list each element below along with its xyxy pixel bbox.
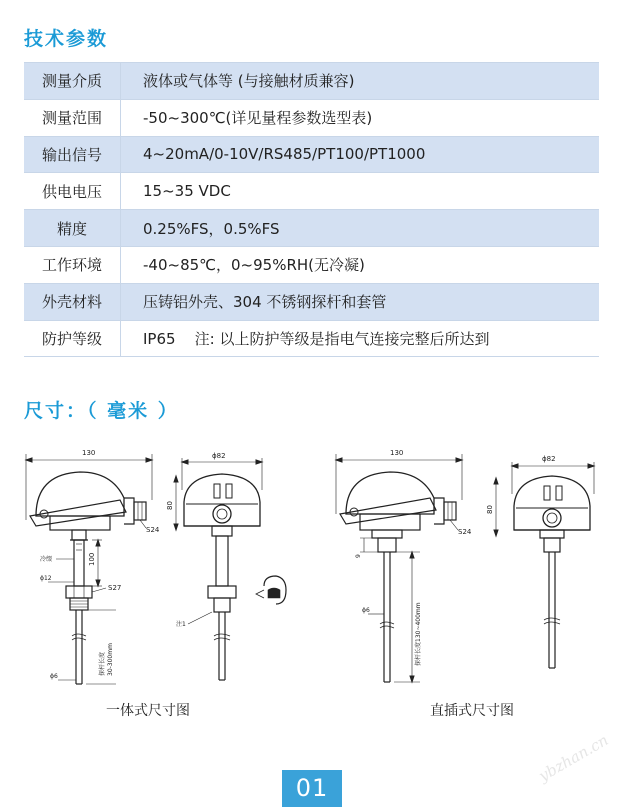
dim-width-label-2: 130 — [390, 449, 404, 457]
spec-label: 精度 — [24, 210, 121, 247]
page-number: 01 — [282, 770, 342, 807]
spec-row — [24, 173, 599, 210]
spec-row — [24, 246, 599, 283]
dia6-label: ϕ6 — [50, 673, 58, 680]
spec-row — [24, 99, 599, 136]
cooling-label: 冷缀 — [40, 556, 53, 563]
spec-label: 防护等级 — [24, 320, 121, 357]
spec-label: 外壳材料 — [24, 283, 121, 320]
watermark: ybzhan.cn — [535, 730, 612, 786]
probe-length-label: 探杆长度 — [99, 651, 106, 676]
dim-height-label: 80 — [166, 501, 174, 510]
dia12-label: ϕ12 — [40, 575, 52, 582]
spec-value: 15~35 VDC — [121, 173, 600, 210]
spec-value: 压铸铝外壳、304 不锈钢探杆和套管 — [121, 283, 600, 320]
spec-section-title: 技术参数 — [24, 28, 109, 50]
spec-value: 4~20mA/0-10V/RS485/PT100/PT1000 — [121, 136, 600, 173]
spec-label: 输出信号 — [24, 136, 121, 173]
spec-value: 液体或气体等 (与接触材质兼容) — [121, 63, 600, 100]
spec-table — [24, 62, 599, 357]
side-dia-label: ϕ82 — [212, 452, 226, 460]
dim-neck-label: 100 — [88, 552, 96, 566]
spec-label: 测量范围 — [24, 99, 121, 136]
direct-side-view — [486, 455, 594, 668]
dim-width-label: 130 — [82, 449, 96, 457]
spec-label: 供电电压 — [24, 173, 121, 210]
spec-label: 工作环境 — [24, 246, 121, 283]
direct-caption: 直插式尺寸图 — [430, 703, 514, 719]
integrated-side-view — [166, 452, 286, 680]
spec-value: -40~85℃，0~95%RH(无冷凝) — [121, 246, 600, 283]
spec-row — [24, 210, 599, 247]
spec-label: 测量介质 — [24, 63, 121, 100]
probe-range-label: 30-300mm — [107, 643, 114, 676]
direct-front-view — [336, 449, 472, 682]
dimension-drawings — [0, 440, 626, 710]
note-label: 注1 — [176, 621, 186, 628]
s27-label: S27 — [108, 584, 122, 592]
spec-row — [24, 320, 599, 357]
spec-row — [24, 136, 599, 173]
spec-value: IP65 注: 以上防护等级是指电气连接完整后所达到 — [121, 320, 600, 357]
spec-value: -50~300℃(详见量程参数选型表) — [121, 99, 600, 136]
probe-length-label-2: 探杆长度130~400mm — [415, 602, 422, 666]
spec-row — [24, 63, 599, 100]
s24-label: S24 — [146, 526, 160, 534]
spec-row — [24, 283, 599, 320]
side-dia-label-2: ϕ82 — [542, 455, 556, 463]
dim-height-label-2: 80 — [486, 505, 494, 514]
integrated-front-view — [26, 449, 160, 684]
integrated-caption: 一体式尺寸图 — [106, 703, 190, 719]
dimensions-section-title: 尺寸：（ 毫米 ） — [24, 400, 179, 422]
dim-neck-label-2: 9 — [355, 554, 362, 558]
spec-value: 0.25%FS，0.5%FS — [121, 210, 600, 247]
s24-label-2: S24 — [458, 528, 472, 536]
dia6-label-2: ϕ6 — [362, 607, 370, 614]
